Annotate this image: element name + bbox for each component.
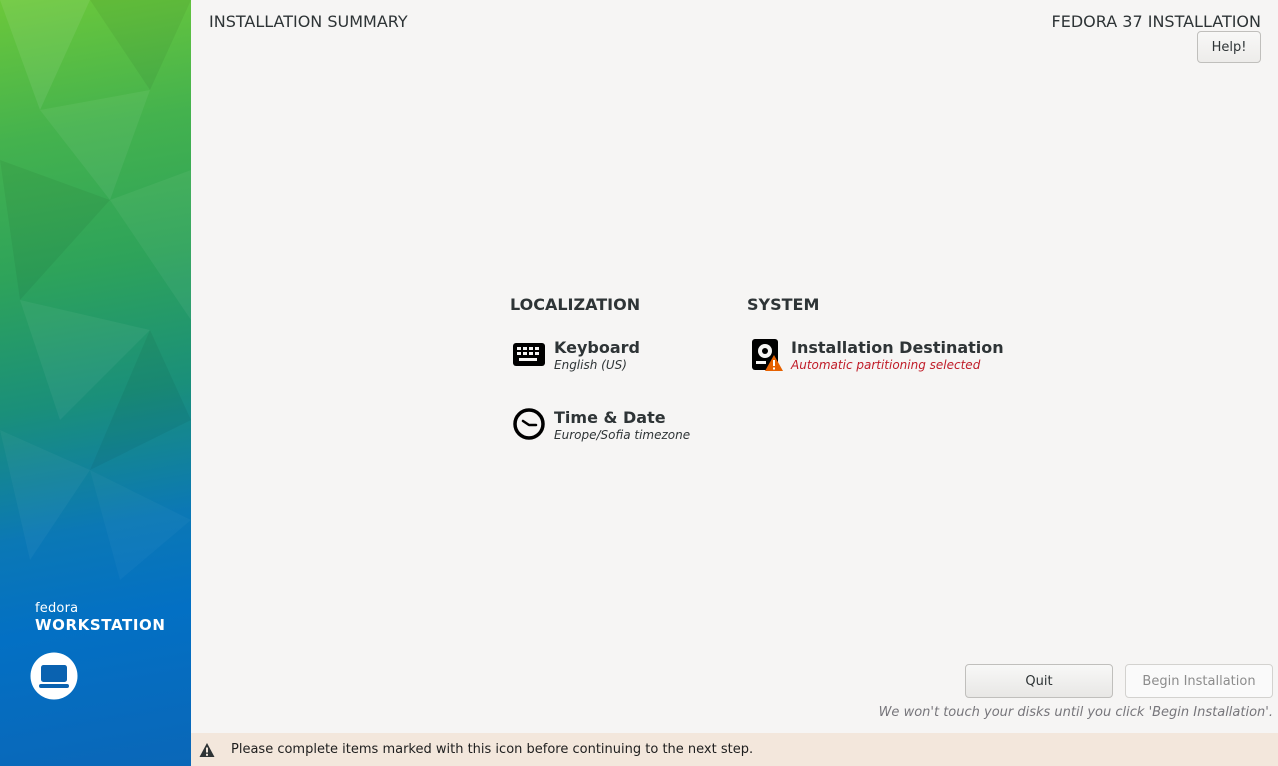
keyboard-status: English (US) — [554, 358, 627, 372]
workstation-laptop-icon — [30, 652, 78, 700]
keyboard-icon — [510, 338, 546, 374]
disk-icon — [747, 338, 783, 374]
quit-button[interactable]: Quit — [965, 664, 1113, 698]
time-date-status: Europe/Sofia timezone — [554, 428, 691, 442]
brand-line-2: WORKSTATION — [35, 616, 166, 634]
clock-icon — [510, 408, 546, 444]
keyboard-spoke[interactable] — [510, 338, 640, 374]
page-title: INSTALLATION SUMMARY — [209, 12, 408, 31]
warning-text: Please complete items marked with this icon before continuing to the next step. — [231, 742, 754, 757]
sidebar — [0, 0, 191, 766]
time-date-title: Time & Date — [554, 408, 666, 427]
brand-line-1: fedora — [35, 601, 79, 616]
help-button[interactable]: Help! — [1197, 31, 1261, 63]
category-localization: LOCALIZATION — [510, 295, 641, 314]
installation-destination-spoke[interactable] — [747, 338, 1004, 374]
begin-installation-button[interactable]: Begin Installation — [1125, 664, 1273, 698]
warning-icon — [199, 742, 215, 758]
installation-destination-title: Installation Destination — [791, 338, 1004, 357]
sidebar-background-pattern — [0, 0, 191, 766]
fedora-workstation-logo — [35, 602, 166, 634]
main-panel — [191, 0, 1278, 766]
warning-bar — [191, 733, 1278, 766]
category-system: SYSTEM — [747, 295, 820, 314]
disk-notice: We won't touch your disks until you click 'Begin Installation'. — [878, 705, 1273, 720]
installation-destination-status: Automatic partitioning selected — [791, 358, 981, 372]
time-date-spoke[interactable] — [510, 408, 690, 444]
product-title: FEDORA 37 INSTALLATION — [1051, 12, 1261, 31]
keyboard-title: Keyboard — [554, 338, 640, 357]
